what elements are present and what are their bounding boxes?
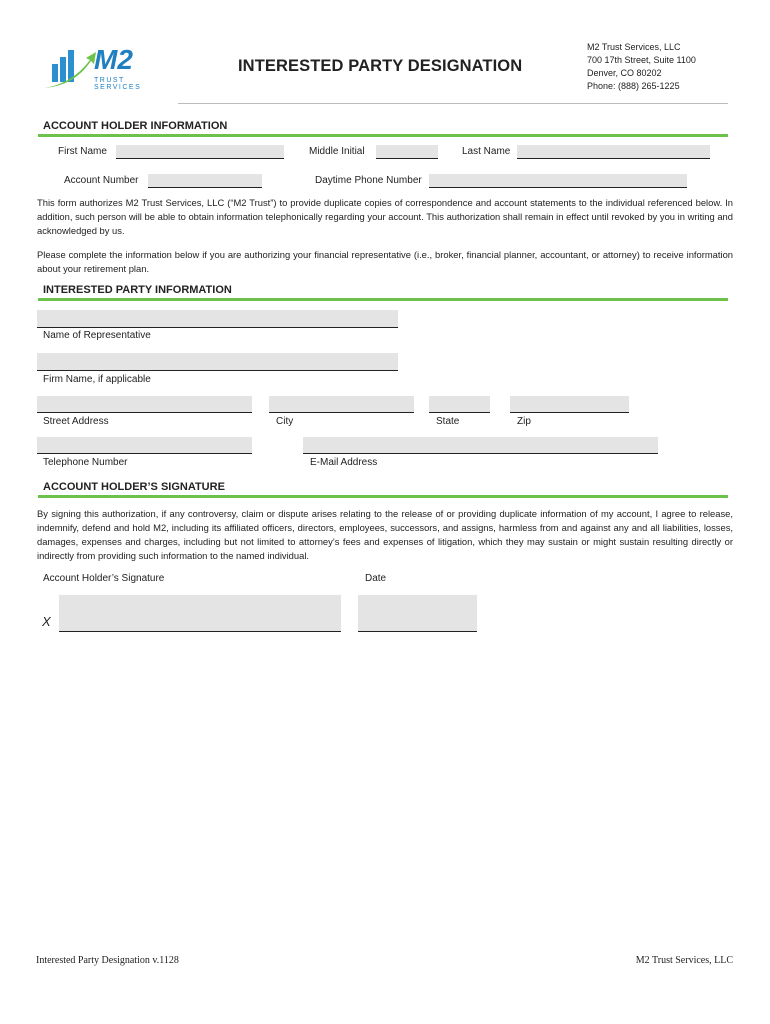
firm-name-label: Firm Name, if applicable xyxy=(43,374,151,385)
form-title: INTERESTED PARTY DESIGNATION xyxy=(238,57,523,75)
signature-field[interactable] xyxy=(59,595,341,632)
signature-heading: ACCOUNT HOLDER’S SIGNATURE xyxy=(43,481,225,493)
company-address xyxy=(587,41,696,93)
email-field[interactable] xyxy=(303,437,658,454)
daytime-phone-label: Daytime Phone Number xyxy=(315,175,422,186)
zip-field[interactable] xyxy=(510,396,629,413)
account-holder-heading: ACCOUNT HOLDER INFORMATION xyxy=(43,120,228,132)
firm-name-field[interactable] xyxy=(37,353,398,371)
telephone-label: Telephone Number xyxy=(43,457,128,468)
section-divider xyxy=(38,495,728,498)
state-label: State xyxy=(436,416,460,427)
signature-label: Account Holder’s Signature xyxy=(43,573,165,584)
street-address-field[interactable] xyxy=(37,396,252,413)
daytime-phone-field[interactable] xyxy=(429,174,687,188)
account-number-label: Account Number xyxy=(64,175,139,186)
logo-subtext: TRUST SERVICES xyxy=(94,77,142,91)
city-label: City xyxy=(276,416,294,427)
middle-initial-field[interactable] xyxy=(376,145,438,159)
header-rule xyxy=(178,103,728,104)
footer-company: M2 Trust Services, LLC xyxy=(635,955,733,966)
section-divider xyxy=(38,134,728,137)
company-street: 700 17th Street, Suite 1100 xyxy=(587,55,696,65)
city-field[interactable] xyxy=(269,396,414,413)
telephone-field[interactable] xyxy=(37,437,252,454)
date-label: Date xyxy=(365,573,387,584)
company-logo xyxy=(42,44,172,94)
footer-version: Interested Party Designation v.1128 xyxy=(36,955,179,966)
interested-party-heading: INTERESTED PARTY INFORMATION xyxy=(43,284,232,296)
last-name-label: Last Name xyxy=(462,146,511,157)
representative-name-field[interactable] xyxy=(37,310,398,328)
account-number-field[interactable] xyxy=(148,174,262,188)
section-divider xyxy=(38,298,728,301)
logo-text: M2 xyxy=(94,44,133,75)
email-label: E-Mail Address xyxy=(310,457,378,468)
street-address-label: Street Address xyxy=(43,416,109,427)
middle-initial-label: Middle Initial xyxy=(309,146,365,157)
state-field[interactable] xyxy=(429,396,490,413)
company-phone: Phone: (888) 265-1225 xyxy=(587,81,680,91)
last-name-field[interactable] xyxy=(517,145,710,159)
authorization-paragraph: This form authorizes M2 Trust Services, LLC (“M2 Trust”) to provide duplicate copies of correspondence and account statements to the individual referenced below. In addition, such person will be able to obtain information telephonically regarding your account. This authorization shall remain in effect until revoked by you in writing and acknowledged by us. xyxy=(37,197,733,236)
first-name-label: First Name xyxy=(58,146,107,157)
date-field[interactable] xyxy=(358,595,477,632)
company-name: M2 Trust Services, LLC xyxy=(587,42,681,52)
representative-name-label: Name of Representative xyxy=(43,330,151,341)
zip-label: Zip xyxy=(517,416,531,427)
signature-x-mark: X xyxy=(42,614,51,629)
company-city: Denver, CO 80202 xyxy=(587,68,662,78)
instructions-paragraph: Please complete the information below if you are authorizing your financial representative (i.e., broker, financial planner, accountant, or attorney) to receive information about your retirement plan. xyxy=(37,249,733,274)
release-paragraph: By signing this authorization, if any controversy, claim or dispute arises relating to the release of or providing duplicate information of my account, I agree to release, indemnify, defend and hold M2, including its affiliated officers, directors, employees, successors, and assigns, harmless from and against any and all liabilities, losses, damages, expenses and charges, including but not limited to attorney’s fees and expenses of litigation, which they may sustain or might sustain resulting directly or indirectly from providing such information to the named individual. xyxy=(37,508,733,561)
first-name-field[interactable] xyxy=(116,145,284,159)
